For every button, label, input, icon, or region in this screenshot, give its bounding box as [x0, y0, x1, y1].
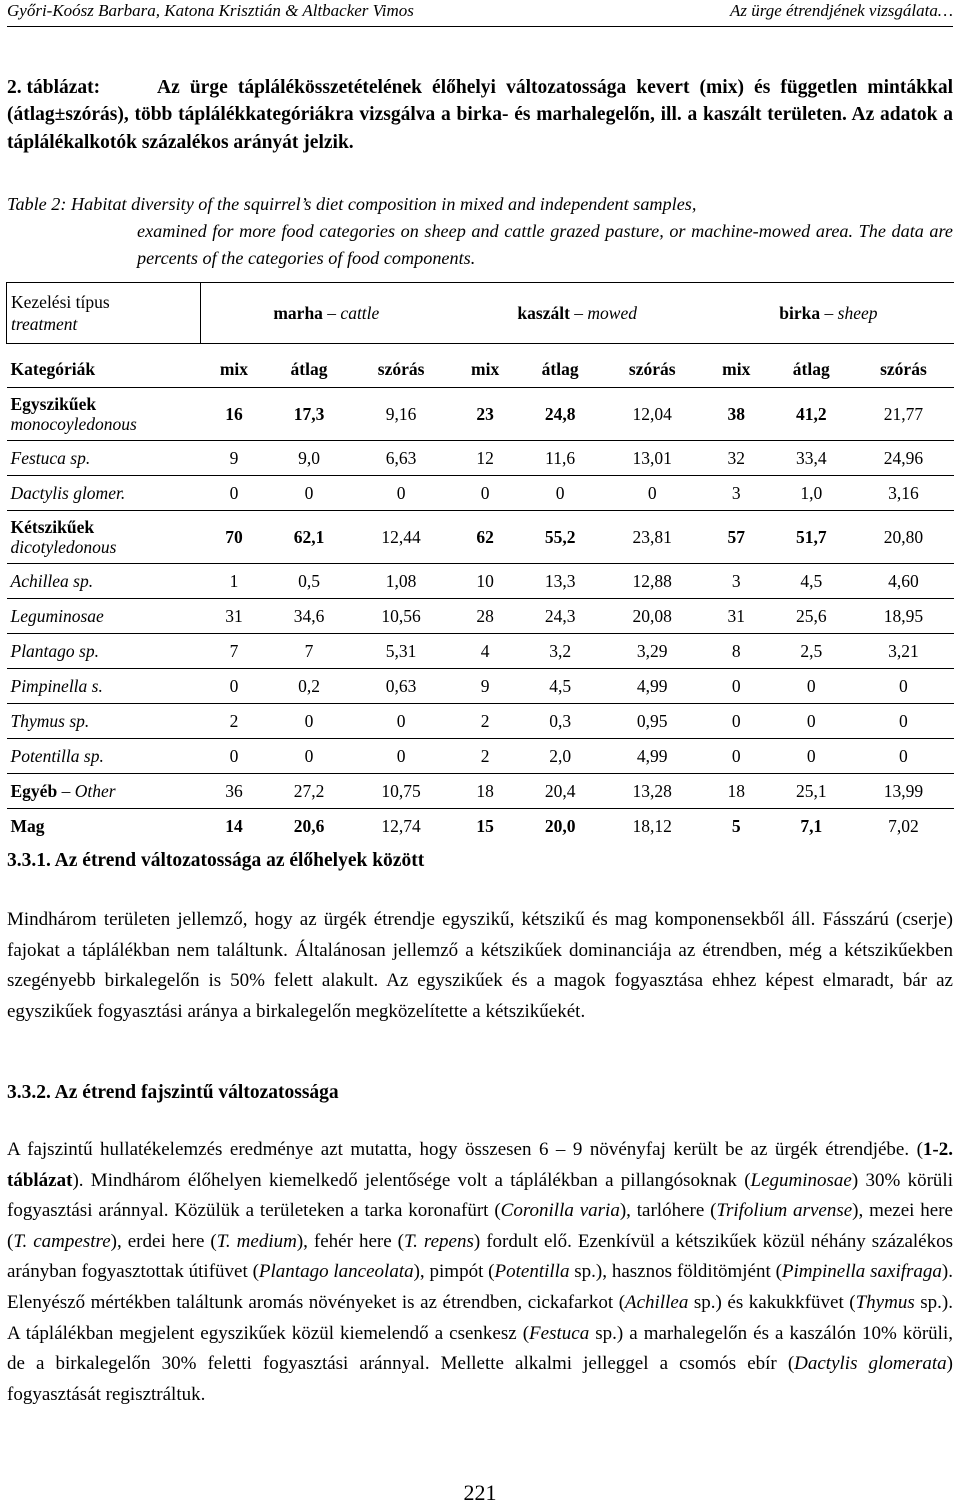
- table-cell: 41,2: [770, 388, 853, 441]
- table-cell: 20,80: [853, 511, 954, 564]
- table-cell: 24,3: [519, 599, 602, 634]
- treatment-en: treatment: [11, 314, 78, 334]
- table-cell: 0: [201, 476, 268, 511]
- section-heading-332: 3.3.2. Az étrend fajszintű változatossága: [7, 1082, 339, 1103]
- group-hu: marha: [273, 302, 323, 323]
- table-cell: 2,0: [519, 739, 602, 774]
- table-cell: 12: [452, 441, 519, 476]
- table-cell: 5,31: [351, 634, 452, 669]
- table-cell: 31: [201, 599, 268, 634]
- column-header: szórás: [351, 352, 452, 388]
- table-cell: 25,1: [770, 774, 853, 809]
- p-text: ), fehér here (: [296, 1230, 404, 1252]
- p-species: Thymus: [855, 1291, 915, 1313]
- spacer-cell: [7, 344, 955, 353]
- category-name-en: dicotyledonous: [10, 537, 117, 557]
- table-cell: 0: [351, 704, 452, 739]
- table-cell: 2: [201, 704, 268, 739]
- table-cell: 55,2: [519, 511, 602, 564]
- section-331-paragraph: Mindhárom területen jellemző, hogy az ürgék étrendje egyszikű, kétszikű és mag komponensekből áll. Fásszárú (cserje) fajokat a táplálékban nem találtunk. Általánosan jellemző a kétszikűek dominanciája az étrendben, még a kétszikűekben szegényebb birkalegelőn is 50% felett alakult. Az egyszikűek és a magok fogyasztása ehhez képest elmaradt, bár az egyszikűek fogyasztási aránya a birkalegelőn megközelítette a kétszikűekét.: [7, 909, 953, 1022]
- category-name: Potentilla sp.: [10, 745, 104, 766]
- table-cell: 7,02: [888, 815, 919, 836]
- group-hu: birka: [779, 302, 821, 323]
- p-text: ) fogyasztását regisztráltuk.: [7, 1353, 953, 1405]
- table-cell: 0,5: [267, 564, 350, 599]
- table-cell: 0: [853, 704, 954, 739]
- table-cell: 0: [770, 669, 853, 704]
- table-cell: 3,29: [602, 634, 703, 669]
- column-header-row: [7, 352, 955, 388]
- category-name-en: monocoyledonous: [10, 414, 137, 434]
- p-species: Pimpinella saxifraga: [781, 1261, 942, 1283]
- table-cell: 0: [267, 704, 350, 739]
- row-category: [7, 476, 201, 511]
- table-cell: 12,04: [602, 388, 703, 441]
- table-cell: 3,2: [519, 634, 602, 669]
- column-header: átlag: [519, 352, 602, 388]
- caption-en-first: Habitat diversity of the squirrel’s diet composition in mixed and independent samples,: [71, 194, 697, 214]
- table-cell: 25,6: [770, 599, 853, 634]
- table-cell: 0: [703, 704, 770, 739]
- table-cell: 18: [452, 774, 519, 809]
- table-cell: 0: [703, 669, 770, 704]
- table-cell: 3,21: [853, 634, 954, 669]
- table-cell: 0: [267, 476, 350, 511]
- group-en: cattle: [340, 302, 380, 323]
- p-species: T. campestre: [13, 1230, 111, 1252]
- table-cell: 7: [267, 634, 350, 669]
- p-text: ) fordult elő. Ezenkívül a kétszikűek közül néhány százalékos arányban fogyasztottak útifüvet (: [7, 1230, 954, 1283]
- table-cell: 28: [452, 599, 519, 634]
- category-name: Plantago sp.: [10, 640, 99, 661]
- treatment-group-header: birka – sheep: [703, 283, 954, 344]
- table-cell: 0: [770, 739, 853, 774]
- row-category: [7, 599, 201, 634]
- table-row: [7, 564, 955, 599]
- p-text: sp.) és kakukkfüvet (: [688, 1291, 856, 1313]
- column-header: szórás: [602, 352, 703, 388]
- p-species: Dactylis glomerata: [794, 1353, 947, 1375]
- table-cell: 0: [853, 669, 954, 704]
- p-text: ). Mindhárom élőhelyen kiemelkedő jelentősége volt a táplálékban a pillangósoknak (: [72, 1169, 751, 1191]
- column-header: Kategóriák: [7, 352, 201, 388]
- table-cell: 27,2: [267, 774, 350, 809]
- table-cell: 16: [201, 388, 268, 441]
- table-cell: 10,75: [351, 774, 452, 809]
- table-cell: 20,08: [602, 599, 703, 634]
- table-cell: 13,3: [519, 564, 602, 599]
- table-cell: 0,63: [351, 669, 452, 704]
- table-cell: 14: [225, 815, 243, 836]
- table-cell: 0: [853, 739, 954, 774]
- caption-en-rest: examined for more food categories on sheep and cattle grazed pasture, or machine-mowed area. The data are percents of the categories of food components.: [137, 221, 953, 268]
- table-cell: 57: [703, 511, 770, 564]
- p-text: ) 30% körüli fogyasztási aránnyal. Közülük a területeken a tarka koronafürt (: [7, 1169, 953, 1222]
- table-cell: 0,2: [267, 669, 350, 704]
- table-row: [7, 476, 955, 511]
- header-authors: Győri-Koósz Barbara, Katona Krisztián & Altbacker Vimos: [7, 1, 414, 20]
- table-cell: 0,95: [602, 704, 703, 739]
- column-header: mix: [703, 352, 770, 388]
- table-cell: 1,0: [770, 476, 853, 511]
- row-category: [7, 739, 201, 774]
- table-cell: 23: [452, 388, 519, 441]
- category-name: Egyszikűek: [10, 394, 97, 414]
- table-row: [7, 441, 955, 476]
- table-cell: 9,0: [267, 441, 350, 476]
- table-cell: 24,8: [519, 388, 602, 441]
- table-cell: 10,56: [351, 599, 452, 634]
- table-cell: 9: [201, 441, 268, 476]
- table-cell: 0: [267, 739, 350, 774]
- row-category: [7, 704, 201, 739]
- table-cell: 38: [703, 388, 770, 441]
- column-header: átlag: [770, 352, 853, 388]
- p-text: ), tarlóhere (: [619, 1200, 717, 1222]
- section-332-paragraph: [7, 1135, 953, 1410]
- table-cell: 23,81: [602, 511, 703, 564]
- table-cell: 18,95: [853, 599, 954, 634]
- table-cell: 15: [476, 815, 494, 836]
- caption-en-label: Table 2:: [7, 194, 67, 214]
- treatment-label-cell: [7, 283, 201, 344]
- row-category: [7, 511, 201, 564]
- table-cell: 24,96: [853, 441, 954, 476]
- table-cell: 32: [703, 441, 770, 476]
- treatment-group-header: marha – cattle: [201, 283, 452, 344]
- table-cell: 20,6: [293, 815, 325, 836]
- table-cell: 4,99: [602, 739, 703, 774]
- treatment-hu: Kezelési típus: [11, 292, 110, 312]
- table-cell: 2: [452, 704, 519, 739]
- table-row: [7, 599, 955, 634]
- table-cell: 4,60: [853, 564, 954, 599]
- table-cell: 9: [452, 669, 519, 704]
- category-name-en: Other: [74, 780, 116, 801]
- column-header: mix: [201, 352, 268, 388]
- row-category: [7, 634, 201, 669]
- header-rule: [7, 26, 953, 27]
- table-cell: 12,74: [381, 815, 421, 836]
- table-cell: 13,28: [602, 774, 703, 809]
- table-cell: 1: [201, 564, 268, 599]
- table-cell: 33,4: [770, 441, 853, 476]
- category-name: Festuca sp.: [10, 447, 91, 468]
- table-cell: 3: [703, 476, 770, 511]
- table-cell: 20,4: [519, 774, 602, 809]
- table-row: [7, 739, 955, 774]
- group-hu: kaszált: [517, 302, 570, 323]
- table-cell: 13,99: [853, 774, 954, 809]
- p-text: A fajszintű hullatékelemzés eredménye azt mutatta, hogy összesen 6 – 9 növényfaj került be az ürgék étrendjébe. (: [7, 1139, 923, 1160]
- table-cell: 11,6: [519, 441, 602, 476]
- p-text: sp.), hasznos földitömjént (: [569, 1261, 782, 1283]
- table-cell: 12,44: [351, 511, 452, 564]
- table-row: [7, 774, 955, 809]
- row-category: [7, 809, 201, 844]
- p-species: T. medium: [216, 1230, 297, 1252]
- table-cell: 1,08: [351, 564, 452, 599]
- table-cell: 4,5: [770, 564, 853, 599]
- row-category: [7, 669, 201, 704]
- table-cell: 17,3: [267, 388, 350, 441]
- table-caption-english: [7, 191, 953, 272]
- category-name: Leguminosae: [10, 605, 104, 626]
- table-cell: 0: [201, 739, 268, 774]
- group-en: sheep: [837, 302, 878, 323]
- p-species: Coronilla varia: [500, 1200, 620, 1222]
- table-cell: 2: [452, 739, 519, 774]
- running-header: [7, 0, 953, 26]
- p-bold-ref: 1-2. táblázat: [7, 1139, 953, 1191]
- row-category: Egyéb – Other: [7, 774, 201, 809]
- table-cell: 70: [201, 511, 268, 564]
- table-cell: 34,6: [267, 599, 350, 634]
- table-cell: 4,5: [519, 669, 602, 704]
- page-number: 221: [463, 1480, 497, 1505]
- treatment-group-header: kaszált – mowed: [452, 283, 703, 344]
- table-row: [7, 388, 955, 441]
- p-species: Trifolium arvense: [716, 1200, 853, 1222]
- table-cell: 31: [703, 599, 770, 634]
- table-row: [7, 669, 955, 704]
- diet-table: [6, 282, 954, 843]
- p-species: Potentilla: [494, 1261, 570, 1283]
- section-heading-331: 3.3.1. Az étrend változatossága az élőhelyek között: [7, 850, 425, 871]
- p-text: ), mezei here (: [7, 1200, 953, 1252]
- table-cell: 6,63: [351, 441, 452, 476]
- p-species: Leguminosae: [750, 1169, 852, 1191]
- p-species: Achillea: [625, 1291, 689, 1313]
- table-cell: 4: [452, 634, 519, 669]
- table-cell: 0: [351, 739, 452, 774]
- table-cell: 5: [731, 815, 741, 836]
- column-header: mix: [452, 352, 519, 388]
- table-cell: 62,1: [267, 511, 350, 564]
- table-cell: 0: [201, 669, 268, 704]
- table-cell: 7: [201, 634, 268, 669]
- group-en: mowed: [587, 302, 637, 323]
- p-species: Festuca: [529, 1322, 590, 1344]
- spacer-row: [7, 344, 955, 353]
- row-category: [7, 564, 201, 599]
- table-cell: 7,1: [800, 815, 823, 836]
- category-name: Pimpinella s.: [10, 675, 103, 696]
- table-cell: 18: [703, 774, 770, 809]
- p-text: ). Elenyésző mértékben találtunk aromás növényeket is az étrendben, cickafarkot (: [7, 1261, 953, 1313]
- category-name: Egyéb: [10, 780, 58, 801]
- p-text: ), pimpót (: [413, 1261, 495, 1283]
- table-cell: 3,16: [853, 476, 954, 511]
- table-cell: 0: [519, 476, 602, 511]
- category-name: Achillea sp.: [10, 570, 94, 591]
- treatment-header-row: [7, 283, 955, 344]
- table-cell: 20,0: [544, 815, 576, 836]
- category-name: Mag: [10, 815, 45, 836]
- table-cell: 9,16: [351, 388, 452, 441]
- table-cell: 10: [452, 564, 519, 599]
- table-cell: 0: [770, 704, 853, 739]
- table-row: [7, 634, 955, 669]
- p-text: sp.). A táplálékban megjelent egyszikűek közül kiemelendő a csenkesz (: [7, 1291, 953, 1344]
- table-cell: 12,88: [602, 564, 703, 599]
- table-cell: 0,3: [519, 704, 602, 739]
- table-cell: 3: [703, 564, 770, 599]
- header-title: Az ürge étrendjének vizsgálata…: [729, 1, 953, 20]
- table-cell: 2,5: [770, 634, 853, 669]
- category-name: Dactylis glomer.: [10, 482, 126, 503]
- column-header: átlag: [267, 352, 350, 388]
- table-cell: 36: [201, 774, 268, 809]
- table-cell: 13,01: [602, 441, 703, 476]
- table-cell: 18,12: [632, 815, 672, 836]
- table-cell: 0: [452, 476, 519, 511]
- table-cell: 8: [703, 634, 770, 669]
- table-cell: 21,77: [853, 388, 954, 441]
- p-species: Plantago lanceolata: [258, 1261, 414, 1283]
- table-row: [7, 704, 955, 739]
- table-cell: 51,7: [770, 511, 853, 564]
- table-cell: 0: [602, 476, 703, 511]
- table-caption-hungarian: [7, 74, 953, 156]
- caption-hu-label: 2. táblázat:: [7, 77, 101, 98]
- p-text: sp.) a marhalegelőn és a kaszálón 10% körüli, de a birkalegelőn 30% feletti fogyasztási aránnyal. Mellette alkalmi jelleggel a csomós ebír (: [7, 1322, 953, 1375]
- table-cell: 4,99: [602, 669, 703, 704]
- category-name: Kétszikűek: [10, 517, 95, 537]
- column-header: szórás: [853, 352, 954, 388]
- p-text: ), erdei here (: [110, 1230, 217, 1252]
- table-cell: 0: [351, 476, 452, 511]
- category-name: Thymus sp.: [10, 710, 90, 731]
- caption-hu-text: Az ürge táplálékösszetételének élőhelyi változatossága kevert (mix) és független mintákkal (átlag±szórás), több táplálékkategóriákra vizsgálva a birka- és marhalegelőn, ill. a kaszált területen. Az adatok a táplálékalkotók százalékos arányát jelzik.: [7, 77, 953, 153]
- row-category: [7, 388, 201, 441]
- table-row: [7, 511, 955, 564]
- table-row: [7, 809, 955, 844]
- p-species: T. repens: [404, 1230, 474, 1252]
- table-cell: 62: [452, 511, 519, 564]
- table-cell: 0: [703, 739, 770, 774]
- row-category: [7, 441, 201, 476]
